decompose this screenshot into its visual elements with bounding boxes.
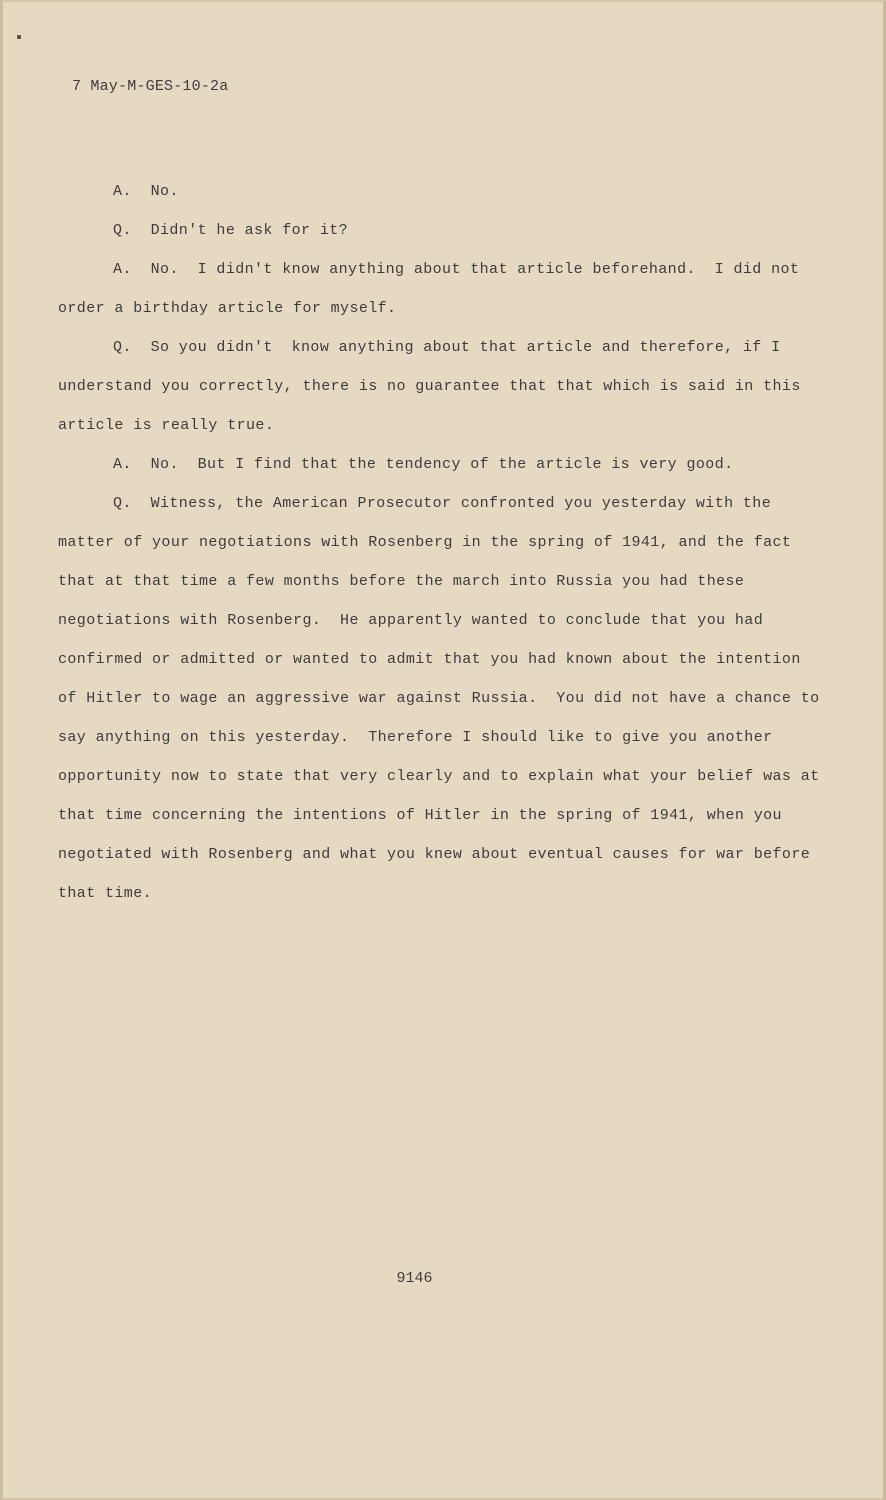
- paragraph-answer-1: A. No.: [113, 183, 179, 200]
- corner-mark: [17, 35, 21, 39]
- document-header: 7 May-M-GES-10-2a: [72, 78, 229, 95]
- paragraph-question-3: Q. Witness, the American Prosecutor confronted you yesterday with the matter of your negotiations with Rosenberg in the spring of 1941, and the fact that at that time a few months before the march into Russia you had these negotiations with Rosenberg. He apparently wanted to conclude that you had confirmed or admitted or wanted to admit that you had known about the intention of Hitler to wage an aggressive war against Russia. You did not have a chance to say anything on this yesterday. Therefore I should like to give you another opportunity now to state that very clearly and to explain what your belief was at that time concerning the intentions of Hitler in the spring of 1941, when you negotiated with Rosenberg and what you knew about eventual causes for war before that time.: [58, 495, 829, 902]
- paragraph-question-1: Q. Didn't he ask for it?: [113, 222, 349, 239]
- transcript-body: [58, 172, 828, 913]
- paragraph-answer-2: A. No. I didn't know anything about that article beforehand. I did not order a birthday article for myself.: [58, 261, 809, 317]
- paragraph-question-2: Q. So you didn't know anything about that article and therefore, if I understand you correctly, there is no guarantee that that which is said in this article is really true.: [58, 339, 811, 434]
- page-number: 9146: [396, 1270, 433, 1287]
- paragraph-answer-3: A. No. But I find that the tendency of the article is very good.: [113, 456, 734, 473]
